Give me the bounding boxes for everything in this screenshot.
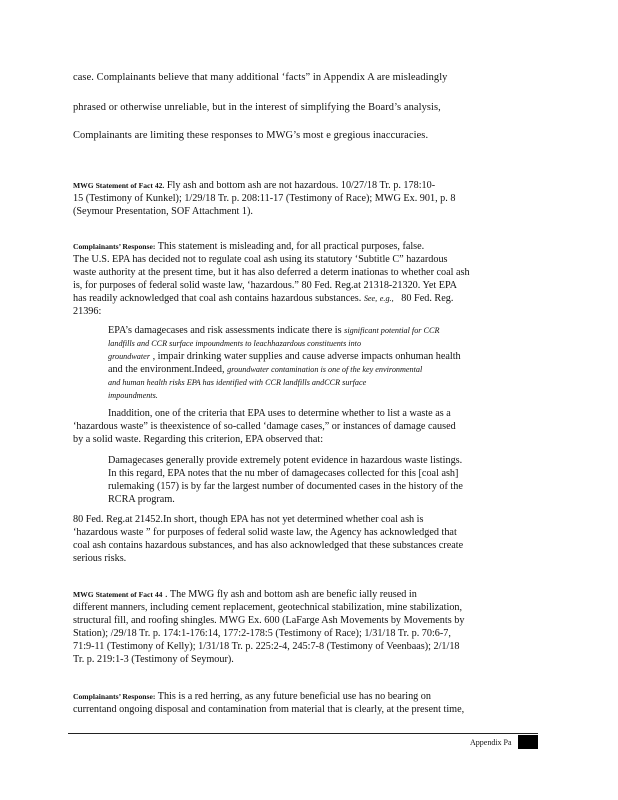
- footer-page-label: Appendix Pa: [470, 738, 512, 747]
- fact-44-text: . The MWG fly ash and bottom ash are benefic ially reused in: [162, 589, 417, 600]
- eg-signal: e.g.,: [379, 294, 394, 303]
- quote-2-line-2: In this regard, EPA notes that the nu mber of damagecases collected for this [coal ash]: [108, 468, 459, 479]
- fact-44-line-3: structural fill, and roofing shingles. MWG Ex. 600 (LaFarge Ash Movements by Movements by: [73, 615, 465, 626]
- footer-rule: [68, 733, 538, 734]
- fed-reg-cite: 80 Fed. Reg.: [401, 293, 454, 304]
- quote-1-line-3: groundwater , impair drinking water supplies and cause adverse impacts onhuman health: [108, 351, 461, 362]
- fact-44-line-2: different manners, including cement replacement, geotechnical stabilization, mine stabilization,: [73, 602, 463, 613]
- see-signal: See,: [363, 294, 378, 303]
- fact-44-label: MWG Statement of Fact 44: [73, 590, 163, 599]
- quote-2-line-1: Damagecases generally provide extremely potent evidence in hazardous waste listings.: [108, 455, 463, 466]
- response-42-line-5: has readily acknowledged that coal ash contains hazardous substances. See, e.g., 80 Fed. Reg.: [73, 293, 454, 304]
- para-3-line-4: serious risks.: [73, 553, 127, 564]
- intro-line-1: case. Complainants believe that many additional ‘facts” in Appendix A are misleadingly: [73, 72, 448, 83]
- quote-1-line-1: EPA’s damagecases and risk assessments indicate there is significant potential for CCR: [108, 325, 440, 336]
- response-44-label: Complainants’ Response:: [73, 692, 156, 701]
- quote-2-line-4: RCRA program.: [108, 494, 175, 505]
- response-42-line-1: [73, 241, 424, 253]
- fact-42-label: MWG Statement of Fact 42.: [73, 181, 165, 190]
- response-42-text: This statement is misleading and, for all practical purposes, false.: [155, 241, 425, 252]
- fact-42-text: Fly ash and bottom ash are not hazardous. 10/27/18 Tr. p. 178:10-: [164, 180, 436, 191]
- response-42-line-3: waste authority at the present time, but it has also deferred a determ inationas to whether coal ash: [73, 267, 470, 278]
- para-2-line-3: by a solid waste. Regarding this criterion, EPA observed that:: [73, 434, 324, 445]
- quote-1-line-2: landfills and CCR surface impoundments to leachhazardous constituents into: [108, 339, 362, 348]
- response-42-line-4: is, for purposes of federal solid waste law, ‘hazardous.” 80 Fed. Reg.at 21318-21320. Yet EPA: [73, 280, 458, 291]
- para-2-line-1: Inaddition, one of the criteria that EPA uses to determine whether to list a waste as a: [108, 408, 451, 419]
- response-44-line-1: [73, 691, 431, 703]
- para-3-line-2: ‘hazardous waste ” for purposes of federal solid waste law, the Agency has acknowledged that: [73, 527, 457, 538]
- fact-44-line-6: Tr. p. 219:1-3 (Testimony of Seymour).: [73, 654, 234, 665]
- quote-2-line-3: rulemaking (157) is by far the largest number of documented cases in the history of the: [108, 481, 463, 492]
- intro-line-2: phrased or otherwise unreliable, but in the interest of simplifying the Board’s analysis,: [73, 102, 441, 113]
- intro-line-3: Complainants are limiting these responses to MWG’s most e gregious inaccuracies.: [73, 130, 429, 141]
- fact-44-line-5: 71:9-11 (Testimony of Kelly); 1/31/18 Tr. p. 225:2-4, 245:7-8 (Testimony of Veenbaas); 2/1/18: [73, 641, 460, 652]
- fact-42-line-2: 15 (Testimony of Kunkel); 1/29/18 Tr. p. 208:11-17 (Testimony of Race); MWG Ex. 901, p. 8: [73, 193, 456, 204]
- quote-1-line-6: impoundments.: [108, 391, 158, 400]
- fact-42-line-3: (Seymour Presentation, SOF Attachment 1).: [73, 206, 253, 217]
- page-number-box: [518, 735, 538, 749]
- response-42-label: Complainants’ Response:: [73, 242, 156, 251]
- response-44-line-2: currentand ongoing disposal and contamination from material that is clearly, at the present time,: [73, 704, 465, 715]
- para-3-line-3: coal ash contains hazardous substances, and has also acknowledged that these substances create: [73, 540, 464, 551]
- fact-44-line-1: [73, 589, 417, 601]
- response-42-line-2: The U.S. EPA has decided not to regulate coal ash using its statutory ‘Subtitle C” hazardous: [73, 254, 448, 265]
- quote-1-line-4: and the environment.Indeed, groundwater contamination is one of the key environmental: [108, 364, 423, 375]
- fact-44-line-4: Station); /29/18 Tr. p. 174:1-176:14, 177:2-178:5 (Testimony of Race); 1/31/18 Tr. p. 70:6-7,: [73, 628, 451, 639]
- quote-1-line-5: and human health risks EPA has identified with CCR landfills andCCR surface: [108, 378, 367, 387]
- para-2-line-2: ‘hazardous waste” is theexistence of so-called ‘damage cases,” or instances of damage caused: [73, 421, 456, 432]
- response-44-text: This is a red herring, as any future beneficial use has no bearing on: [155, 691, 431, 702]
- para-3-line-1: 80 Fed. Reg.at 21452.In short, though EPA has not yet determined whether coal ash is: [73, 514, 424, 525]
- response-42-line-6: 21396:: [73, 306, 102, 317]
- fact-42-line-1: [73, 180, 435, 192]
